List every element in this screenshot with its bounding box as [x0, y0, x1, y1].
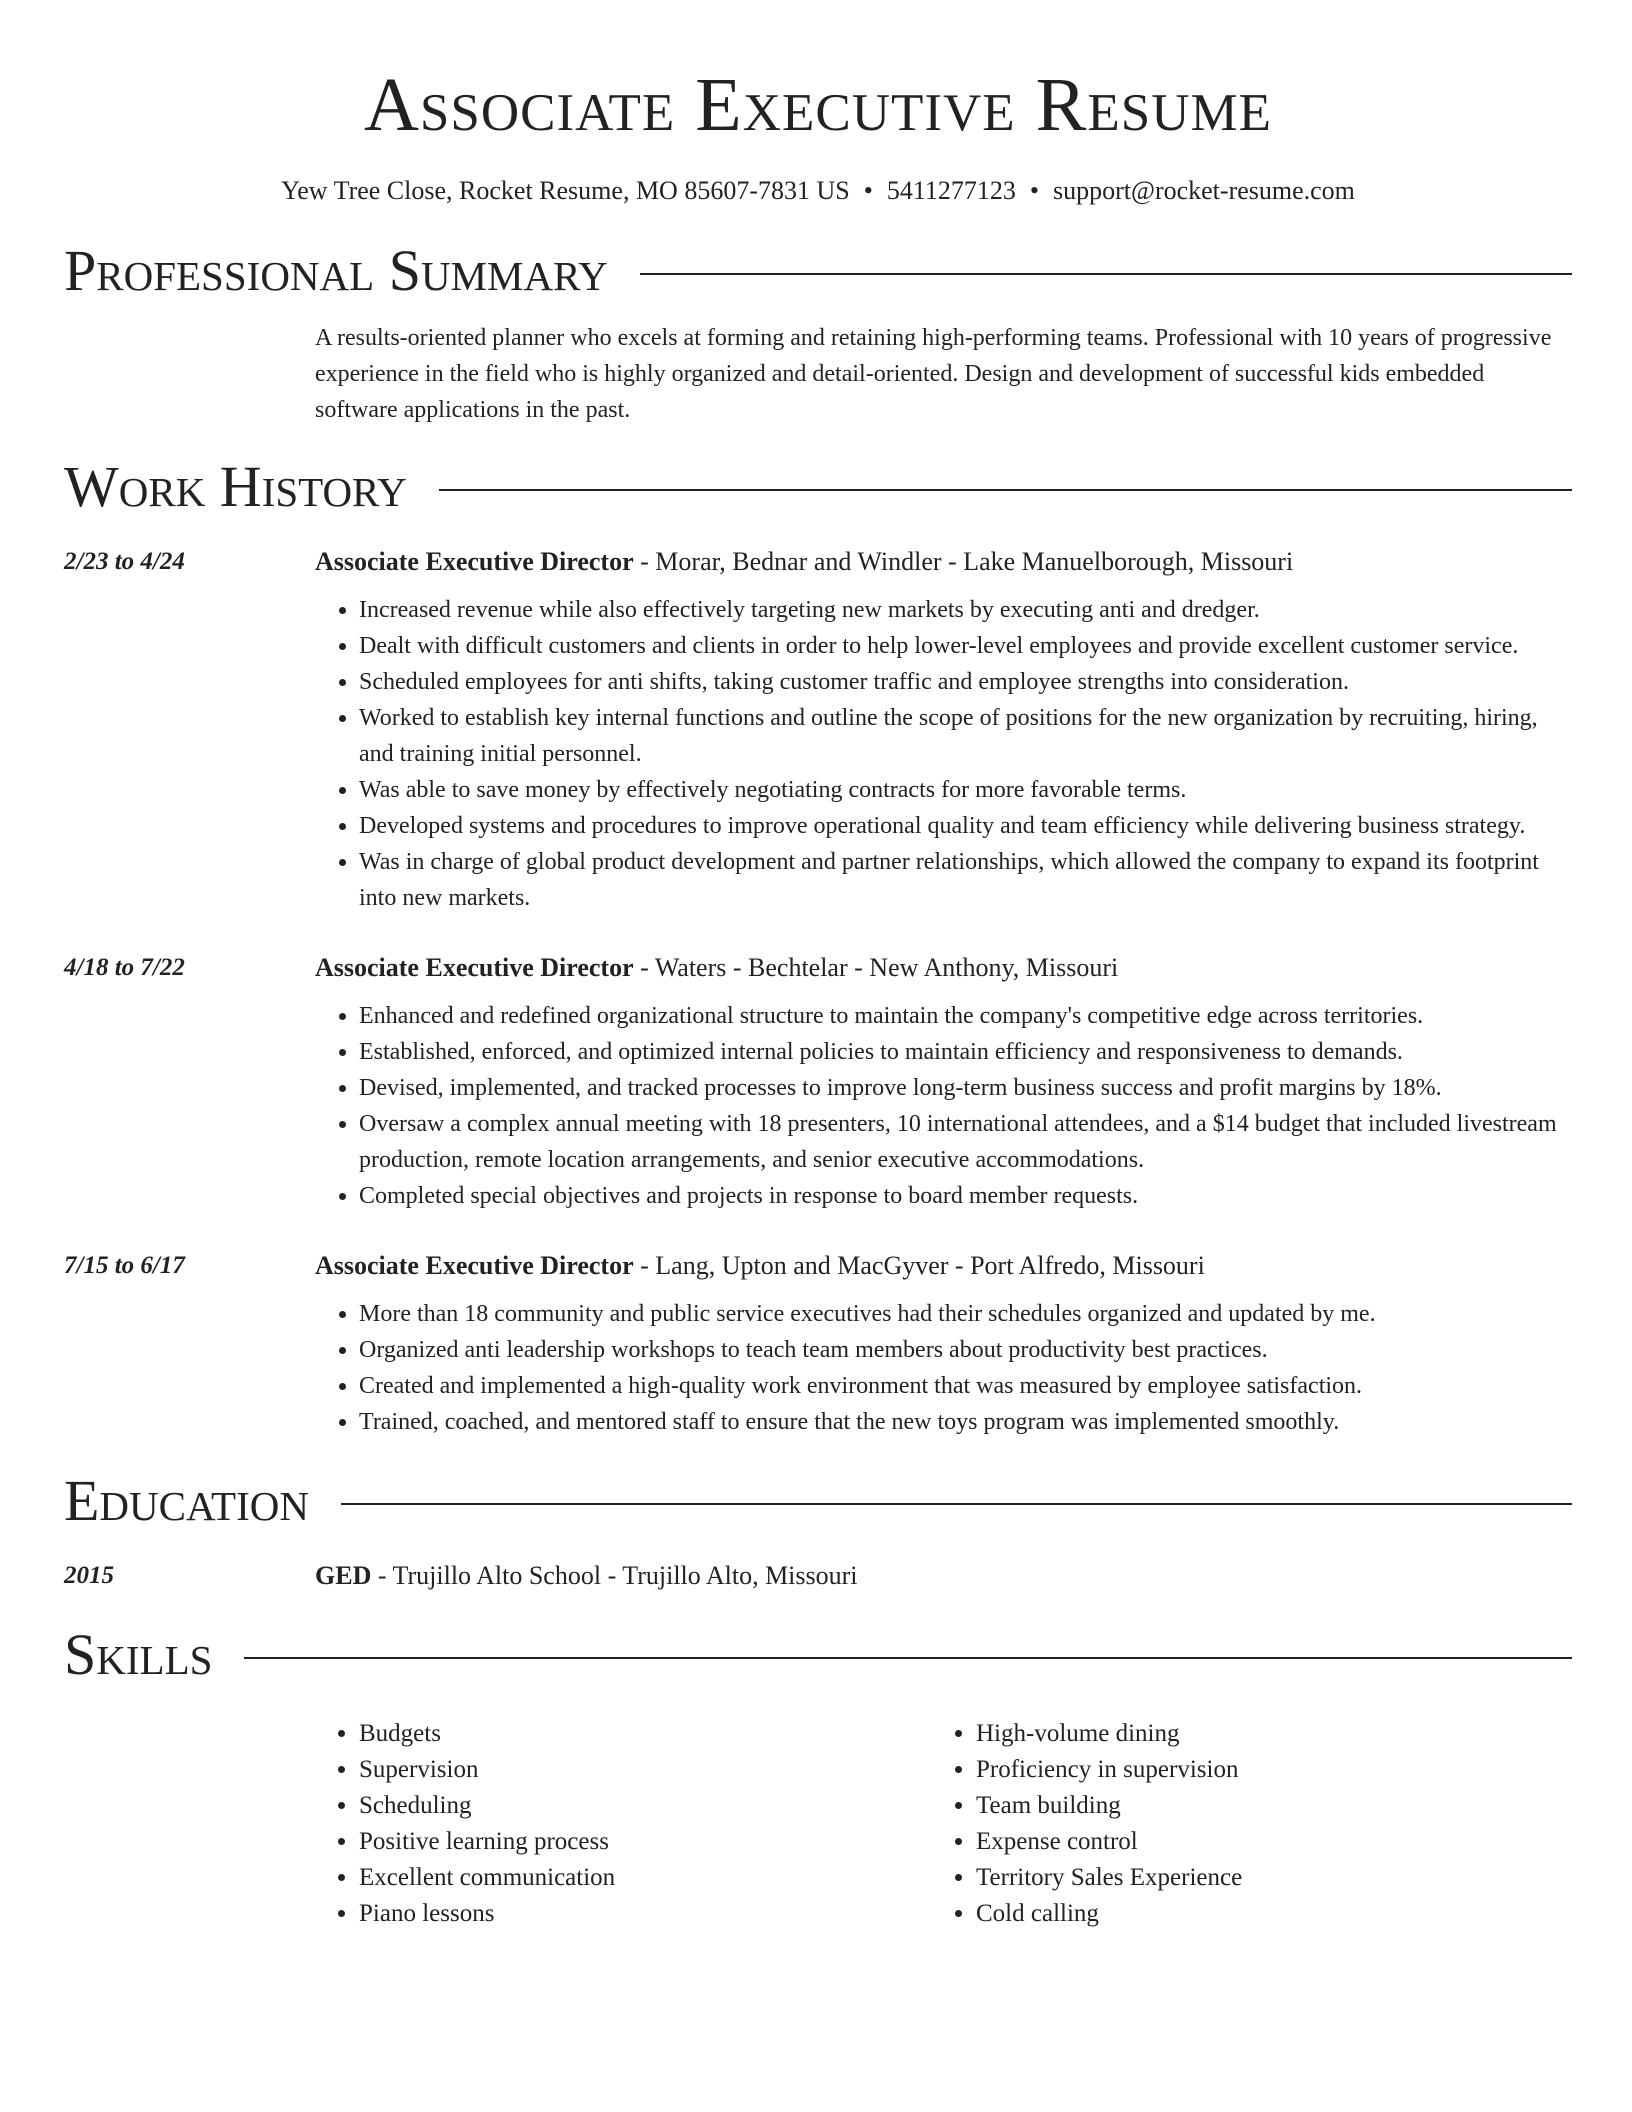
job-details: - Morar, Bednar and Windler - Lake Manuelborough, Missouri [633, 547, 1294, 576]
summary-heading: Professional Summary [64, 238, 608, 303]
resume-page [64, 0, 1572, 1932]
skill-item: • Cold calling [976, 1896, 1549, 1932]
job-bullet: • More than 18 community and public service executives had their schedules organized and updated by me. [359, 1296, 1572, 1332]
section-divider [439, 489, 1572, 491]
contact-separator: • [1029, 176, 1039, 205]
job-content [315, 544, 1572, 916]
job-bullet: • Developed systems and procedures to improve operational quality and team efficiency while delivering business strategy. [359, 808, 1572, 844]
job-content [315, 950, 1572, 1214]
job-bullet: • Worked to establish key internal functions and outline the scope of positions for the new organization by recruiting, hiring, and training initial personnel. [359, 700, 1572, 772]
contact-address: Yew Tree Close, Rocket Resume, MO 85607-7831 US [281, 176, 850, 205]
skill-item: • Positive learning process [359, 1824, 932, 1860]
skill-item: • Piano lessons [359, 1896, 932, 1932]
job-content [315, 1248, 1572, 1440]
education-entry [64, 1558, 1572, 1594]
skills-column-right [932, 1716, 1549, 1932]
job-title: Associate Executive Director [315, 953, 634, 982]
job-bullet: • Dealt with difficult customers and clients in order to help lower-level employees and provide excellent customer service. [359, 628, 1572, 664]
contact-separator: • [863, 176, 873, 205]
job-bullet: • Created and implemented a high-quality work environment that was measured by employee satisfaction. [359, 1368, 1572, 1404]
skills-section-header [64, 1620, 1572, 1690]
skills-column-left [315, 1716, 932, 1932]
job-bullet: • Enhanced and redefined organizational structure to maintain the company's competitive edge across territories. [359, 998, 1572, 1034]
skill-item: • Proficiency in supervision [976, 1752, 1549, 1788]
job-bullet: • Devised, implemented, and tracked processes to improve long-term business success and profit margins by 18%. [359, 1070, 1572, 1106]
job-bullet: • Was able to save money by effectively negotiating contracts for more favorable terms. [359, 772, 1572, 808]
job-bullet: • Increased revenue while also effectively targeting new markets by executing anti and dredger. [359, 592, 1572, 628]
resume-title: Associate Executive Resume [364, 63, 1272, 147]
skill-item: • Supervision [359, 1752, 932, 1788]
job-bullet: • Scheduled employees for anti shifts, taking customer traffic and employee strengths into consideration. [359, 664, 1572, 700]
contact-line [64, 174, 1572, 208]
education-section-header [64, 1466, 1572, 1536]
education-heading-line [315, 1558, 1572, 1594]
job-entry [64, 950, 1572, 1214]
education-degree: GED [315, 1561, 372, 1590]
education-content [315, 1558, 1572, 1594]
education-heading: Education [64, 1468, 309, 1533]
work-heading: Work History [64, 454, 407, 519]
job-bullets [315, 998, 1572, 1214]
job-bullet: • Established, enforced, and optimized internal policies to maintain efficiency and responsiveness to demands. [359, 1034, 1572, 1070]
skill-item: • Territory Sales Experience [976, 1860, 1549, 1896]
job-bullets [315, 1296, 1572, 1440]
skill-item: • Budgets [359, 1716, 932, 1752]
section-divider [640, 273, 1572, 275]
education-year: 2015 [64, 1562, 114, 1589]
work-section-header [64, 452, 1572, 522]
skills-heading: Skills [64, 1622, 213, 1687]
skill-item: • Scheduling [359, 1788, 932, 1824]
job-heading [315, 544, 1572, 580]
job-bullet: • Oversaw a complex annual meeting with 18 presenters, 10 international attendees, and a $14 budget that included livestream production, remote location arrangements, and senior executive accommodations. [359, 1106, 1572, 1178]
summary-text: A results-oriented planner who excels at forming and retaining high-performing teams. Professional with 10 years of progressive experience in the field who is highly organized and detail-oriented. Design and development of successful kids embedded software applications in the past. [315, 325, 1552, 423]
job-bullet: • Trained, coached, and mentored staff to ensure that the new toys program was implemented smoothly. [359, 1404, 1572, 1440]
job-title: Associate Executive Director [315, 547, 634, 576]
summary-section-header [64, 236, 1572, 306]
section-divider [341, 1503, 1572, 1505]
skill-item: • High-volume dining [976, 1716, 1549, 1752]
job-entry [64, 544, 1572, 916]
education-details: - Trujillo Alto School - Trujillo Alto, Missouri [371, 1561, 858, 1590]
job-dates: 7/15 to 6/17 [64, 1252, 185, 1279]
job-details: - Waters - Bechtelar - New Anthony, Missouri [633, 953, 1119, 982]
job-bullet: • Organized anti leadership workshops to teach team members about productivity best practices. [359, 1332, 1572, 1368]
skill-item: • Expense control [976, 1824, 1549, 1860]
skill-item: • Team building [976, 1788, 1549, 1824]
skills-list [315, 1716, 1572, 1932]
contact-email: support@rocket-resume.com [1053, 176, 1355, 205]
job-dates: 4/18 to 7/22 [64, 954, 185, 981]
job-bullet: • Was in charge of global product development and partner relationships, which allowed the company to expand its footprint into new markets. [359, 844, 1572, 916]
job-bullet: • Completed special objectives and projects in response to board member requests. [359, 1178, 1572, 1214]
contact-phone: 5411277123 [886, 176, 1016, 205]
skill-item: • Excellent communication [359, 1860, 932, 1896]
job-bullets [315, 592, 1572, 916]
job-heading [315, 950, 1572, 986]
job-heading [315, 1248, 1572, 1284]
job-details: - Lang, Upton and MacGyver - Port Alfredo, Missouri [633, 1251, 1205, 1280]
job-dates: 2/23 to 4/24 [64, 548, 185, 575]
job-entry [64, 1248, 1572, 1440]
job-title: Associate Executive Director [315, 1251, 634, 1280]
section-divider [244, 1657, 1572, 1659]
